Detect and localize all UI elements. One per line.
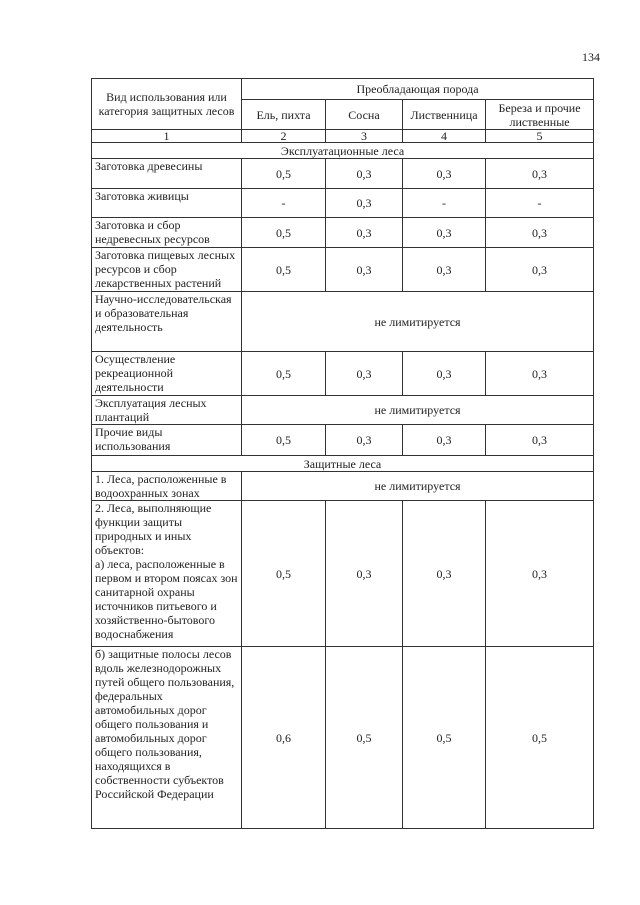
usage-name: 2. Леса, выполняющие функции защиты природных и иных объектов: а) леса, расположенные в первом и втором поясах зон санитарной охраны источников питьевого и хозяйственно-бытового водоснабжения xyxy=(92,501,242,647)
table-row xyxy=(92,425,594,456)
norm-value-cell: - xyxy=(242,189,326,218)
table-row xyxy=(92,647,594,829)
norm-value-cell: 0,5 xyxy=(486,647,594,829)
column-number: 2 xyxy=(242,130,326,143)
norm-value-cell: 0,3 xyxy=(326,189,403,218)
norm-value-cell: - xyxy=(486,189,594,218)
norm-value-cell: 0,3 xyxy=(403,218,486,248)
column-number: 3 xyxy=(326,130,403,143)
norm-value-cell: 0,3 xyxy=(326,218,403,248)
column-number: 4 xyxy=(403,130,486,143)
norm-value-cell: 0,3 xyxy=(486,501,594,647)
norm-value-cell: 0,5 xyxy=(403,647,486,829)
norm-value-cell: 0,3 xyxy=(403,352,486,396)
norm-value-cell: 0,3 xyxy=(403,501,486,647)
table-row xyxy=(92,218,594,248)
norm-value-cell: 0,3 xyxy=(326,248,403,292)
usage-name: б) защитные полосы лесов вдоль железнодорожных путей общего пользования, федеральных автомобильных дорог общего пользования и автомобильных дорог общего пользования, находящихся в собственности субъектов Российской Федерации xyxy=(92,647,242,829)
not-limited-cell: не лимитируется xyxy=(242,396,594,425)
header-species-pine: Сосна xyxy=(326,100,403,130)
header-predominant-species: Преобладающая порода xyxy=(242,79,594,100)
norm-value-cell: 0,3 xyxy=(486,218,594,248)
usage-name: Заготовка и сбор недревесных ресурсов xyxy=(92,218,242,248)
page-number: 134 xyxy=(582,50,600,64)
norm-value-cell: 0,5 xyxy=(242,425,326,456)
norm-value-cell: 0,3 xyxy=(486,352,594,396)
table-row xyxy=(92,472,594,501)
norm-value-cell: 0,3 xyxy=(326,159,403,189)
usage-name: Заготовка живицы xyxy=(92,189,242,218)
table-row xyxy=(92,292,594,352)
table-row xyxy=(92,189,594,218)
usage-name: Заготовка пищевых лесных ресурсов и сбор лекарственных растений xyxy=(92,248,242,292)
usage-name: Научно-исследовательская и образовательная деятельность xyxy=(92,292,242,352)
table-row xyxy=(92,501,594,647)
usage-name: Заготовка древесины xyxy=(92,159,242,189)
norm-value-cell: 0,3 xyxy=(486,248,594,292)
header-species-birch: Береза и прочие лиственные xyxy=(486,100,594,130)
norm-value-cell: 0,3 xyxy=(403,425,486,456)
column-number: 1 xyxy=(92,130,242,143)
header-usage-category: Вид использования или категория защитных лесов xyxy=(92,79,242,130)
norm-value-cell: 0,3 xyxy=(486,159,594,189)
norm-value-cell: - xyxy=(403,189,486,218)
norm-value-cell: 0,3 xyxy=(326,425,403,456)
column-number: 5 xyxy=(486,130,594,143)
norm-value-cell: 0,5 xyxy=(242,248,326,292)
usage-name: 1. Леса, расположенные в водоохранных зонах xyxy=(92,472,242,501)
norm-value-cell: 0,3 xyxy=(403,248,486,292)
norm-value-cell: 0,6 xyxy=(242,647,326,829)
usage-name: Прочие виды использования xyxy=(92,425,242,456)
table-row xyxy=(92,396,594,425)
section-exploitation-forests: Эксплуатационные леса xyxy=(92,143,594,159)
table-row xyxy=(92,248,594,292)
norm-value-cell: 0,5 xyxy=(242,159,326,189)
table-row xyxy=(92,159,594,189)
not-limited-cell: не лимитируется xyxy=(242,292,594,352)
norm-value-cell: 0,5 xyxy=(326,647,403,829)
norm-value-cell: 0,5 xyxy=(242,352,326,396)
forest-usage-table xyxy=(91,78,594,829)
header-species-spruce-fir: Ель, пихта xyxy=(242,100,326,130)
table-row xyxy=(92,352,594,396)
norm-value-cell: 0,3 xyxy=(403,159,486,189)
section-protective-forests: Защитные леса xyxy=(92,456,594,472)
header-species-larch: Лиственница xyxy=(403,100,486,130)
usage-name: Эксплуатация лесных плантаций xyxy=(92,396,242,425)
not-limited-cell: не лимитируется xyxy=(242,472,594,501)
norm-value-cell: 0,5 xyxy=(242,218,326,248)
norm-value-cell: 0,5 xyxy=(242,501,326,647)
norm-value-cell: 0,3 xyxy=(326,352,403,396)
norm-value-cell: 0,3 xyxy=(326,501,403,647)
usage-name: Осуществление рекреационной деятельности xyxy=(92,352,242,396)
norm-value-cell: 0,3 xyxy=(486,425,594,456)
